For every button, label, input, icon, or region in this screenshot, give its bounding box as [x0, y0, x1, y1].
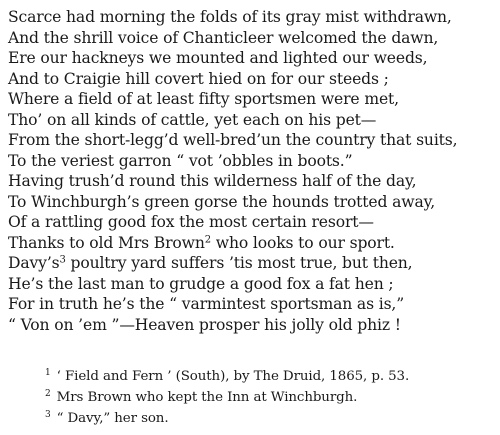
- poem-line-text: Davy’s: [8, 254, 60, 272]
- footnote-item: [45, 387, 485, 408]
- poem-line-text: Thanks to old Mrs Brown: [8, 233, 205, 252]
- poem-line: Having trush’d round this wilderness half of the day,: [8, 172, 417, 190]
- poem-line: And to Craigie hill covert hied on for our steeds ;: [8, 69, 389, 88]
- footnote-text: Mrs Brown who kept the Inn at Winchburgh.: [56, 390, 358, 405]
- poem-line: He’s the last man to grudge a good fox a fat hen ;: [8, 274, 394, 293]
- poem-line: Ere our hackneys we mounted and lighted our weeds,: [8, 49, 428, 67]
- poem-line-with-footnote: [8, 233, 498, 254]
- poem-line: To Winchburgh’s green gorse the hounds trotted away,: [8, 192, 436, 211]
- poem-line: From the short-legg’d well-bred’un the country that suits,: [8, 131, 458, 149]
- poem-line-with-footnote: [8, 253, 498, 274]
- footnotes: [45, 366, 485, 429]
- footnote-item: [45, 366, 485, 387]
- footnote-mark: 1: [45, 367, 51, 378]
- footnote-item: [45, 408, 485, 429]
- poem-line: Of a rattling good fox the most certain resort—: [8, 213, 374, 231]
- poem-line: Tho’ on all kinds of cattle, yet each on his pet—: [8, 110, 377, 129]
- footnote-mark: 3: [45, 409, 51, 420]
- poem-line: “ Von on ’em ”—Heaven prosper his jolly old phiz !: [8, 315, 401, 334]
- footnote-reference[interactable]: 3: [59, 254, 66, 266]
- poem-line: Scarce had morning the folds of its gray mist withdrawn,: [8, 8, 452, 26]
- poem-line: Where a field of at least fifty sportsmen were met,: [8, 90, 399, 108]
- poem-line: To the veriest garron “ vot ’obbles in boots.”: [8, 151, 353, 170]
- poem-line: And the shrill voice of Chanticleer welcomed the dawn,: [8, 28, 439, 47]
- poem-line: For in truth he’s the “ varmintest sportsman as is,”: [8, 295, 405, 313]
- poem-line-text: who looks to our sport.: [210, 233, 395, 252]
- poem-line-text: poultry yard suffers ’tis most true, but then,: [65, 254, 413, 272]
- footnote-mark: 2: [45, 388, 51, 399]
- footnote-reference[interactable]: 2: [204, 234, 211, 245]
- poem-text: [8, 7, 498, 335]
- footnote-text: ‘ Field and Fern ’ (South), by The Druid, 1865, p. 53.: [56, 369, 410, 384]
- footnote-text: “ Davy,” her son.: [56, 411, 169, 426]
